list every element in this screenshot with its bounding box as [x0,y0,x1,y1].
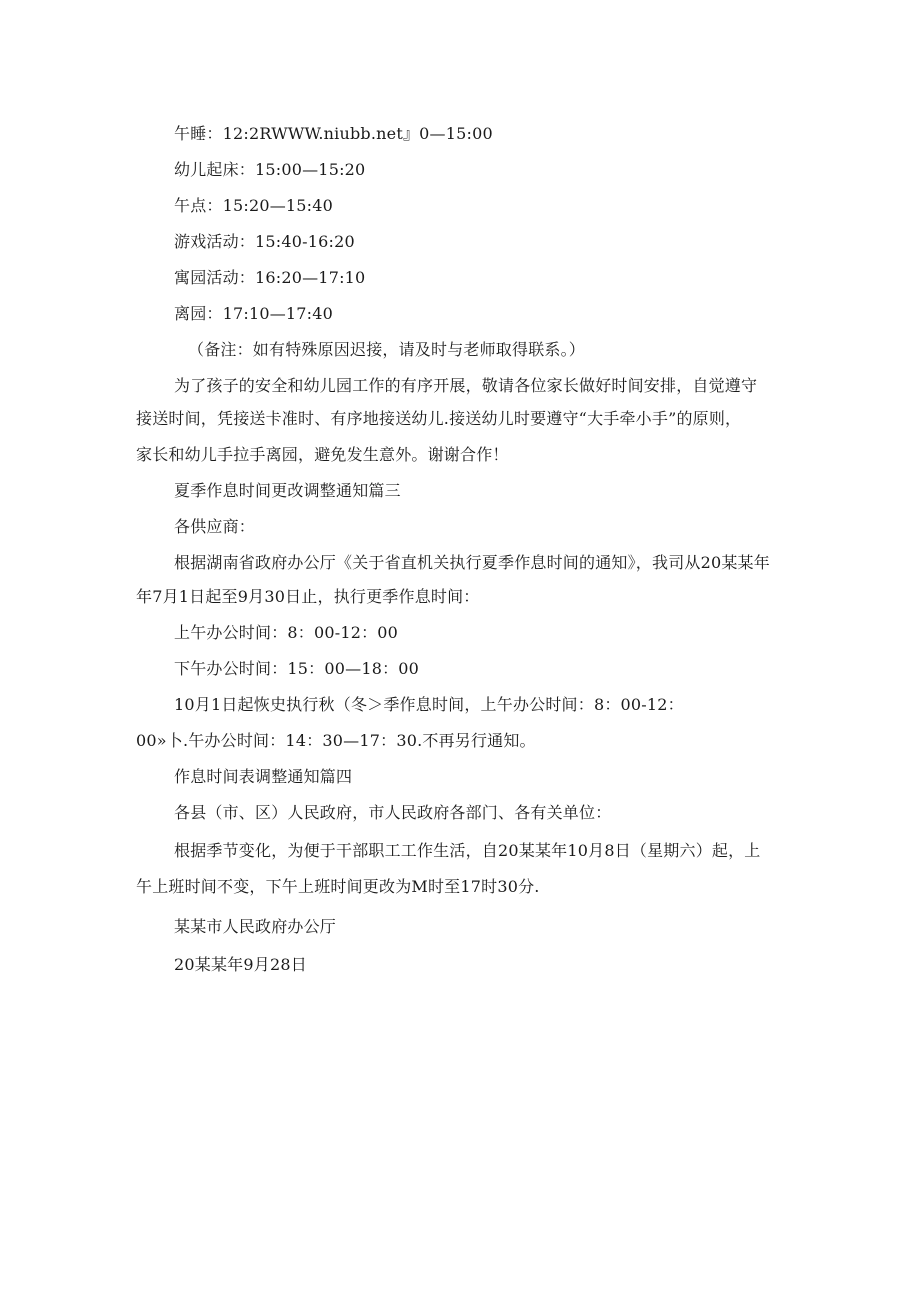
section-3-title: 夏季作息时间更改调整通知篇三 [174,481,401,500]
section-4-title: 作息时间表调整通知篇四 [174,767,353,786]
section-3-morning-hours: 上午办公时间：8：00-12：00 [174,623,399,642]
schedule-leave: 离园：17:10—17:40 [174,304,334,323]
signature-date: 20某某年9月28日 [174,955,307,974]
parent-notice-line-2: 接送时间，凭接送卡准时、有序地接送幼儿.接送幼儿时要遵守“大手牵小手”的原则， [136,409,742,428]
section-3-restore-line-1: 10月1日起恢史执行秋（冬＞季作息时间，上午办公时间：8：00-12： [174,695,684,714]
section-4-body-line-2: 午上班时间不变，下午上班时间更改为M时至17时30分. [136,877,540,896]
signature: 某某市人民政府办公厅 [174,917,337,936]
section-3-restore-line-2: 00»卜.午办公时间：14：30—17：30.不再另行通知。 [136,731,536,750]
schedule-snack: 午点：15:20—15:40 [174,196,334,215]
section-4-greeting: 各县（市、区）人民政府，市人民政府各部门、各有关单位： [174,803,612,822]
schedule-note: （备注：如有特殊原因迟接，请及时与老师取得联系。） [188,340,586,359]
section-3-afternoon-hours: 下午办公时间：15：00—18：00 [174,659,420,678]
section-3-body-line-2: 年7月1日起至9月30日止，执行更季作息时间： [136,587,480,606]
schedule-games: 游戏活动：15:40-16:20 [174,232,355,251]
section-3-body-line-1: 根据湖南省政府办公厅《关于省直机关执行夏季作息时间的通知》，我司从20某某年 [174,553,770,572]
section-3-greeting: 各供应商： [174,517,256,536]
schedule-wake-up: 幼儿起床：15:00—15:20 [174,160,366,179]
schedule-activity: 寓园活动：16:20—17:10 [174,268,366,287]
parent-notice-line-1: 为了孩子的安全和幼儿园工作的有序开展，敬请各位家长做好时间安排，自觉遵守 [174,376,758,395]
schedule-nap: 午睡：12:2RWWW.niubb.net』0—15:00 [174,124,493,143]
section-4-body-line-1: 根据季节变化，为便于干部职工工作生活，自20某某年10月8日（星期六）起，上 [174,841,761,860]
parent-notice-line-3: 家长和幼儿手拉手离园，避免发生意外。谢谢合作！ [136,445,509,464]
